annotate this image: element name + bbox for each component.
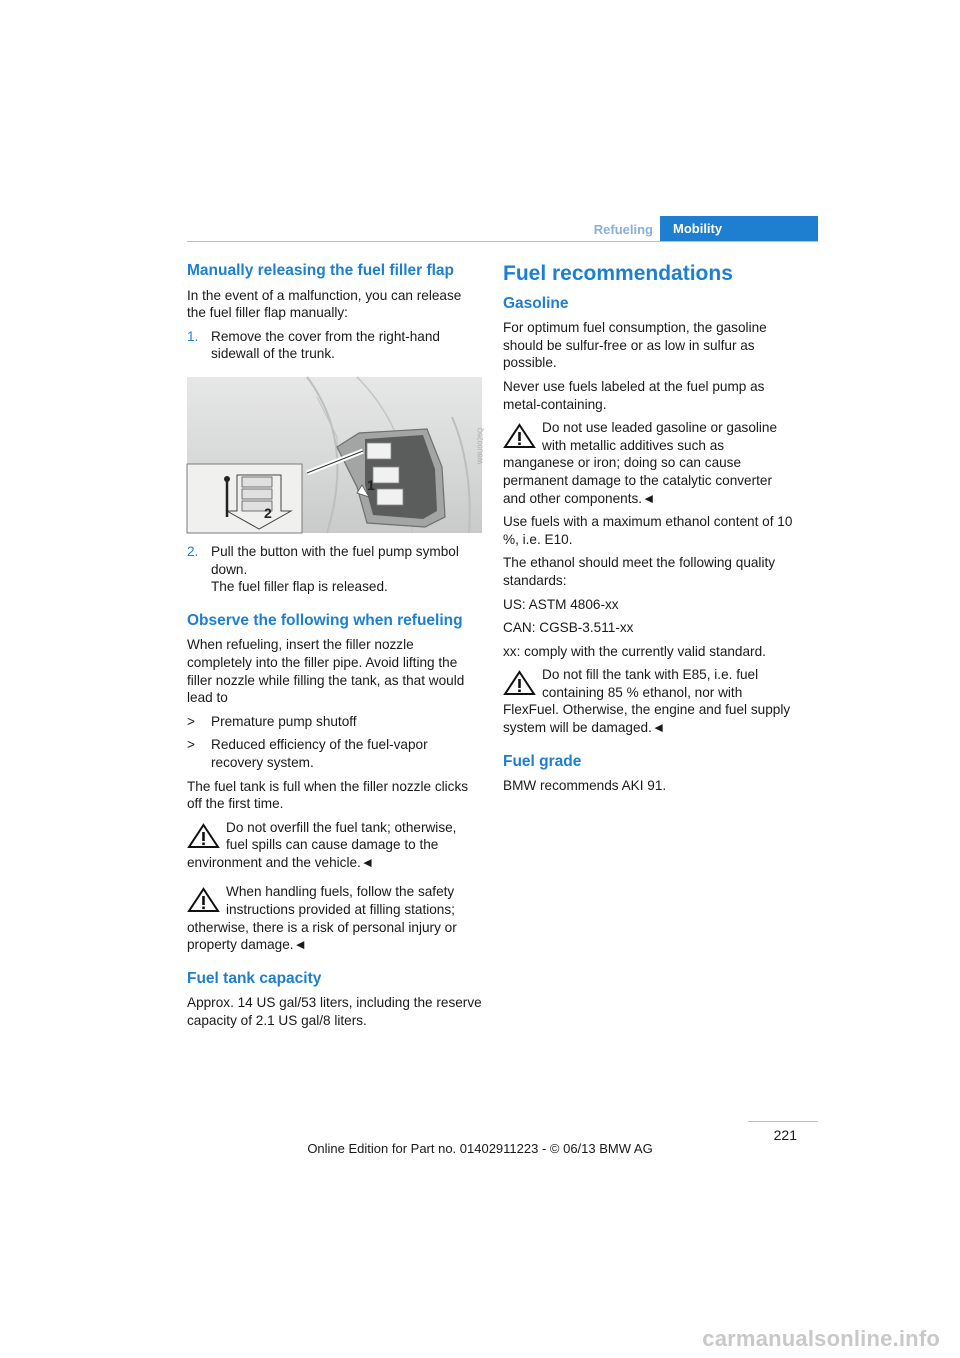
- warning-handling: [187, 883, 482, 953]
- bullet-marker: >: [187, 737, 195, 753]
- header-section-label: Refueling: [593, 222, 653, 237]
- observe-paragraph: When refueling, insert the filler nozzle completely into the filler pipe. Avoid lifting the filler nozzle while filling the tank, as that would lead to: [187, 637, 465, 706]
- warning-overfill: [187, 819, 482, 872]
- bullet-text: Reduced efficiency of the fuel-vapor recovery system.: [211, 737, 428, 770]
- step-1: [187, 328, 482, 363]
- gasoline-paragraph-1: For optimum fuel consumption, the gasoline should be sulfur-free or as low in sulfur as possible.: [503, 320, 767, 371]
- warning-icon: [503, 670, 536, 696]
- figure-label-1: 1: [367, 476, 375, 493]
- warning-icon: [187, 823, 220, 849]
- trunk-illustration: [187, 377, 485, 533]
- page-number: 221: [773, 1127, 797, 1143]
- bullet-text: Premature pump shutoff: [211, 713, 357, 729]
- heading-tank-capacity: Fuel tank capacity: [187, 969, 322, 987]
- bullet-item: [187, 736, 482, 771]
- warning-icon: [187, 887, 220, 913]
- warning-e85: [503, 666, 795, 736]
- standard-us: US: ASTM 4806-xx: [503, 596, 619, 612]
- heading-observe: Observe the following when refueling: [187, 611, 463, 629]
- bullet-item: [187, 713, 482, 731]
- figure-label-2: 2: [264, 504, 272, 521]
- gasoline-paragraph-2: Never use fuels labeled at the fuel pump as metal-containing.: [503, 378, 765, 412]
- header-chapter-tab: Mobility: [660, 216, 818, 242]
- warning-text: Do not use leaded gasoline or gasoline with metallic additives such as manganese or iron; doing so can cause permanent damage to the catalytic converter and other components.◄: [503, 420, 778, 506]
- warning-text: Do not overfill the fuel tank; otherwise, fuel spills can cause damage to the environment and the vehicle.◄: [187, 819, 457, 870]
- left-column: [187, 262, 485, 1036]
- heading-fuel-recommendations: Fuel recommendations: [503, 262, 733, 285]
- figure-code: W8U0026Q: [477, 427, 485, 465]
- heading-manual-release: Manually releasing the fuel filler flap: [187, 262, 455, 279]
- bullet-marker: >: [187, 713, 195, 729]
- standard-can: CAN: CGSB-3.511-xx: [503, 620, 634, 636]
- tank-full-paragraph: The fuel tank is full when the filler nozzle clicks off the first time.: [187, 778, 469, 812]
- step-number: 2.: [187, 543, 199, 559]
- step-text-result: The fuel filler flap is released.: [211, 579, 388, 595]
- warning-text: Do not fill the tank with E85, i.e. fuel containing 85 % ethanol, nor with FlexFuel. Otherwise, the engine and fuel supply system will be damaged.◄: [503, 667, 791, 736]
- footer-edition-note: Online Edition for Part no. 01402911223 - © 06/13 BMW AG: [307, 1141, 653, 1156]
- step-2: [187, 543, 482, 596]
- heading-fuel-grade: Fuel grade: [503, 752, 582, 770]
- step-number: 1.: [187, 328, 199, 344]
- header-divider: [187, 241, 818, 242]
- watermark: carmanualsonline.info: [702, 1326, 940, 1351]
- warning-text: When handling fuels, follow the safety instructions provided at filling stations; otherwise, there is a risk of personal injury or property damage.◄: [187, 884, 457, 953]
- warning-leaded: [503, 419, 795, 507]
- warning-icon: [503, 423, 536, 449]
- quality-paragraph: The ethanol should meet the following quality standards:: [503, 555, 776, 588]
- tank-capacity-paragraph: Approx. 14 US gal/53 liters, including the reserve capacity of 2.1 US gal/8 liters.: [187, 995, 482, 1029]
- standard-xx: xx: comply with the currently valid standard.: [503, 643, 766, 659]
- manual-intro: In the event of a malfunction, you can release the fuel filler flap manually:: [187, 287, 462, 321]
- page-number-divider: [748, 1121, 818, 1122]
- step-text: Pull the button with the fuel pump symbol down.: [211, 543, 459, 577]
- ethanol-paragraph: Use fuels with a maximum ethanol content of 10 %, i.e. E10.: [503, 514, 793, 547]
- fuel-grade-paragraph: BMW recommends AKI 91.: [503, 778, 667, 794]
- step-text: Remove the cover from the right-hand sidewall of the trunk.: [211, 328, 440, 362]
- right-column: [503, 262, 795, 801]
- trunk-illustration-drawing: [187, 377, 482, 533]
- heading-gasoline: Gasoline: [503, 294, 569, 312]
